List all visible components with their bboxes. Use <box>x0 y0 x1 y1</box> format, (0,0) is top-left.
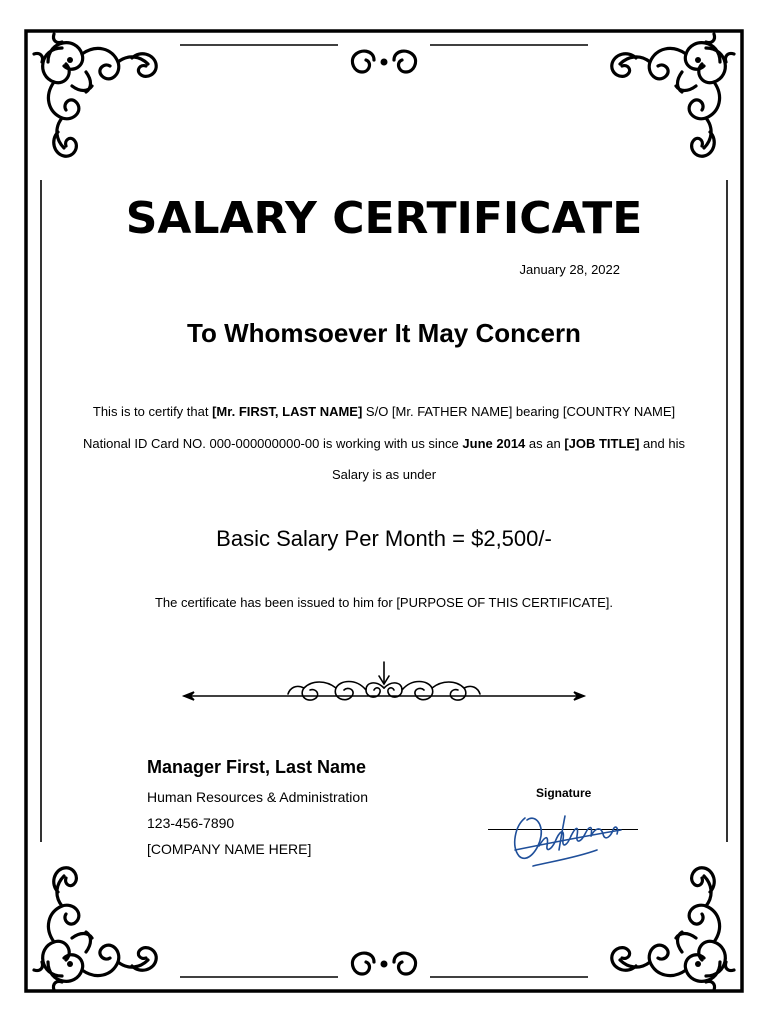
manager-department: Human Resources & Administration <box>147 789 368 805</box>
company-name: [COMPANY NAME HERE] <box>147 841 312 857</box>
job-title: [JOB TITLE] <box>564 435 640 451</box>
body-text: and his Salary is as under <box>331 435 685 482</box>
employee-name: [Mr. FIRST, LAST NAME] <box>212 404 363 419</box>
handwritten-signature <box>505 806 625 872</box>
manager-phone: 123-456-7890 <box>147 815 235 831</box>
manager-name: Manager First, Last Name <box>147 757 367 777</box>
certificate-body <box>80 396 688 491</box>
signature-label: Signature <box>536 786 592 800</box>
start-date: June 2014 <box>462 435 526 451</box>
issue-date: January 28, 2022 <box>519 262 620 277</box>
certificate-title: SALARY CERTIFICATE <box>125 193 643 244</box>
body-text: S/O [Mr. FATHER NAME] bearing [COUNTRY NAME] National ID Card NO. 000-000000000-00 is working with us since <box>83 404 676 451</box>
salary-line: Basic Salary Per Month = $2,500/- <box>216 526 552 551</box>
body-text: This is to certify that <box>92 404 213 419</box>
salutation: To Whomsoever It May Concern <box>187 318 581 348</box>
purpose-line: The certificate has been issued to him for [PURPOSE OF THIS CERTIFICATE]. <box>154 595 614 610</box>
body-text: as an <box>525 435 565 451</box>
ornamental-divider <box>180 658 588 712</box>
